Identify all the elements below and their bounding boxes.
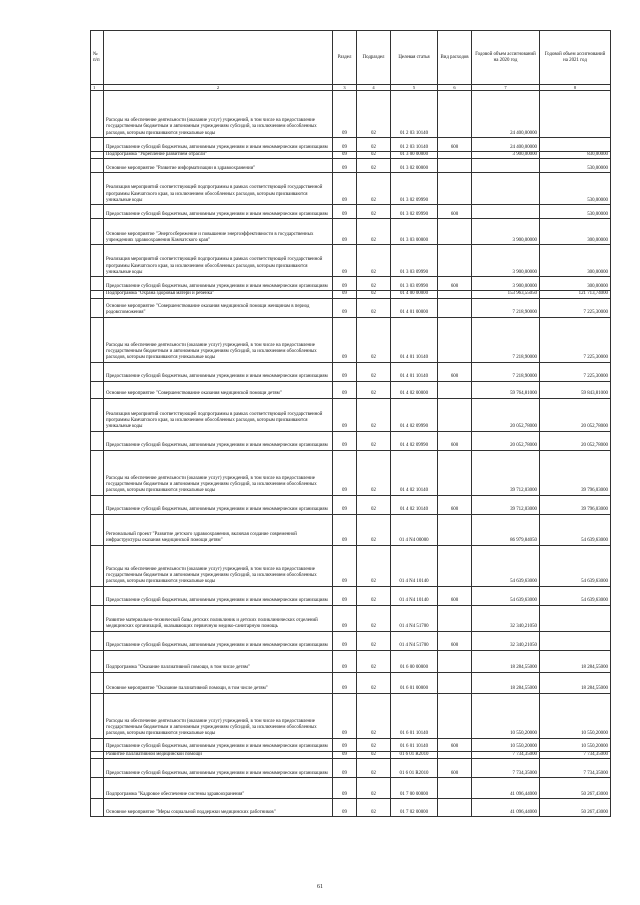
cell-amount-2020: 86 979,84050: [472, 514, 540, 545]
cell-razdel: 09: [333, 152, 357, 159]
cell-expense-type: [438, 650, 472, 672]
cell-podrazdel: 02: [357, 738, 391, 751]
cell-amount-2020: 41 096,44000: [472, 777, 540, 798]
cell-expense-type: [438, 450, 472, 495]
cell-name: Реализация мероприятий соответствующей подпрограммы в рамках соответствующей государственной программы Камчатского края, за исключением обособленных расходов, которым присваиваются уникальные коды: [104, 398, 333, 431]
cell-target-article: 01 3 02 09990: [391, 173, 438, 205]
column-number: 6: [438, 85, 472, 91]
table-row: [91, 317, 611, 362]
table-row: [91, 450, 611, 495]
cell-amount-2021: 530,00000: [540, 173, 611, 205]
cell-target-article: 01 4 N4 51700: [391, 605, 438, 631]
cell-target-article: 01 4 02 10140: [391, 495, 438, 514]
cell-expense-type: 600: [438, 205, 472, 219]
cell-amount-2021: 530,00000: [540, 159, 611, 173]
cell-name: Подпрограмма "Охрана здоровья матери и ребенка": [104, 291, 333, 298]
cell-name: Предоставление субсидий бюджетным, автономным учреждениям и иным некоммерческим организациям: [104, 138, 333, 152]
cell-target-article: 01 7 00 00000: [391, 777, 438, 798]
cell-amount-2021: 20 052,78000: [540, 398, 611, 431]
cell-name: Расходы на обеспечение деятельности (оказание услуг) учреждений, в том числе на предоставление государственным бюджетным и автономным учреждениям субсидий, за исключением обособленных расходов, которым присваиваются уникальные коды: [104, 545, 333, 586]
cell-razdel: 09: [333, 605, 357, 631]
cell-amount-2020: 7 218,90000: [472, 317, 540, 362]
cell-name: Основное мероприятие "Совершенствование оказания медицинской помощи детям": [104, 381, 333, 398]
header-cell-2020: Годовой объем ассигнований на 2020 год: [472, 31, 540, 85]
column-number: 4: [357, 85, 391, 91]
table-row: [91, 245, 611, 277]
cell-number: [91, 693, 104, 738]
cell-amount-2020: 18 284,55000: [472, 650, 540, 672]
cell-razdel: 09: [333, 431, 357, 450]
cell-razdel: 09: [333, 672, 357, 693]
cell-name: Предоставление субсидий бюджетным, автономным учреждениям и иным некоммерческим организациям: [104, 758, 333, 777]
cell-podrazdel: 02: [357, 291, 391, 298]
cell-amount-2020: 39 712,03000: [472, 450, 540, 495]
cell-number: [91, 381, 104, 398]
cell-expense-type: [438, 514, 472, 545]
cell-amount-2021: 54 639,63000: [540, 545, 611, 586]
cell-podrazdel: 02: [357, 650, 391, 672]
cell-number: [91, 545, 104, 586]
cell-podrazdel: 02: [357, 152, 391, 159]
cell-number: [91, 138, 104, 152]
cell-expense-type: [438, 605, 472, 631]
header-cell-number: № п/п: [91, 31, 104, 85]
cell-amount-2020: [472, 205, 540, 219]
table-row: [91, 159, 611, 173]
cell-razdel: 09: [333, 91, 357, 138]
cell-podrazdel: 02: [357, 159, 391, 173]
cell-expense-type: [438, 173, 472, 205]
cell-target-article: 01 4 01 10140: [391, 362, 438, 381]
table-row: [91, 277, 611, 291]
cell-name: Предоставление субсидий бюджетным, автономным учреждениям и иным некоммерческим организациям: [104, 205, 333, 219]
cell-amount-2021: 7 734,35000: [540, 751, 611, 758]
cell-podrazdel: 02: [357, 672, 391, 693]
cell-razdel: 09: [333, 138, 357, 152]
header-cell-expense-type: Вид расходов: [438, 31, 472, 85]
cell-expense-type: 600: [438, 495, 472, 514]
cell-target-article: 01 4 N4 00000: [391, 514, 438, 545]
cell-amount-2021: 18 284,55000: [540, 672, 611, 693]
cell-target-article: 01 3 02 09990: [391, 205, 438, 219]
cell-podrazdel: 02: [357, 245, 391, 277]
cell-amount-2021: 50 267,43000: [540, 798, 611, 816]
cell-expense-type: [438, 159, 472, 173]
header-cell-target-article: Целевая статья: [391, 31, 438, 85]
cell-amount-2020: 3 900,00000: [472, 219, 540, 245]
cell-number: [91, 277, 104, 291]
cell-expense-type: [438, 777, 472, 798]
table-row: [91, 398, 611, 431]
cell-expense-type: [438, 545, 472, 586]
cell-target-article: 01 4 00 00000: [391, 291, 438, 298]
cell-amount-2021: 50 267,43000: [540, 777, 611, 798]
cell-amount-2021: 54 639,63000: [540, 514, 611, 545]
cell-name: Подпрограмма "Оказание паллиативной помощи, в том числе детям": [104, 650, 333, 672]
header-cell-name: [104, 31, 333, 85]
table-row: [91, 152, 611, 159]
column-number: 1: [91, 85, 104, 91]
cell-amount-2020: 3 900,00000: [472, 245, 540, 277]
cell-target-article: 01 4 02 00000: [391, 381, 438, 398]
cell-target-article: 01 3 00 00000: [391, 152, 438, 159]
cell-amount-2020: 32 340,21050: [472, 605, 540, 631]
cell-podrazdel: 02: [357, 758, 391, 777]
cell-podrazdel: 02: [357, 138, 391, 152]
cell-name: Региональный проект "Развитие детского здравоохранения, включая создание современной инфраструктуры оказания медицинской помощи детям": [104, 514, 333, 545]
cell-expense-type: 600: [438, 277, 472, 291]
cell-target-article: 01 6 01 R2010: [391, 758, 438, 777]
cell-target-article: 01 6 01 00000: [391, 672, 438, 693]
cell-expense-type: 600: [438, 362, 472, 381]
cell-podrazdel: 02: [357, 777, 391, 798]
cell-name: Развитие материально-технической базы детских поликлиник и детских поликлинических отделений медицинских организаций, оказывающих первичную медико-санитарную помощь: [104, 605, 333, 631]
cell-amount-2021: 7 225,30000: [540, 298, 611, 317]
cell-razdel: 09: [333, 450, 357, 495]
cell-number: [91, 738, 104, 751]
cell-target-article: 01 4 N4 51700: [391, 631, 438, 650]
cell-podrazdel: 02: [357, 751, 391, 758]
page-number: 61: [317, 884, 323, 890]
cell-expense-type: 600: [438, 631, 472, 650]
cell-target-article: 01 2 03 10140: [391, 91, 438, 138]
cell-amount-2020: 59 764,81000: [472, 381, 540, 398]
cell-target-article: 01 3 03 09990: [391, 245, 438, 277]
cell-podrazdel: 02: [357, 298, 391, 317]
cell-razdel: 09: [333, 298, 357, 317]
cell-amount-2021: 7 225,30000: [540, 317, 611, 362]
cell-name: Предоставление субсидий бюджетным, автономным учреждениям и иным некоммерческим организациям: [104, 738, 333, 751]
cell-amount-2020: 54 639,63000: [472, 586, 540, 605]
cell-expense-type: [438, 91, 472, 138]
table-row: [91, 138, 611, 152]
cell-razdel: 09: [333, 205, 357, 219]
cell-target-article: 01 4 N4 10140: [391, 545, 438, 586]
cell-podrazdel: 02: [357, 91, 391, 138]
cell-podrazdel: 02: [357, 495, 391, 514]
cell-podrazdel: 02: [357, 545, 391, 586]
cell-razdel: 09: [333, 751, 357, 758]
cell-amount-2021: 10 550,20000: [540, 738, 611, 751]
column-number: 2: [104, 85, 333, 91]
cell-amount-2020: 18 284,55000: [472, 672, 540, 693]
cell-name: Основное мероприятие "Меры социальной поддержки медицинских работников": [104, 798, 333, 816]
cell-number: [91, 152, 104, 159]
table-row: [91, 631, 611, 650]
cell-amount-2021: 830,00000: [540, 152, 611, 159]
table-row: [91, 219, 611, 245]
table-row: [91, 586, 611, 605]
cell-number: [91, 159, 104, 173]
table-row: [91, 514, 611, 545]
cell-amount-2021: 300,00000: [540, 219, 611, 245]
cell-razdel: 09: [333, 586, 357, 605]
table-row: [91, 798, 611, 816]
cell-target-article: 01 6 01 10140: [391, 738, 438, 751]
cell-podrazdel: 02: [357, 362, 391, 381]
cell-podrazdel: 02: [357, 450, 391, 495]
table-row: [91, 431, 611, 450]
cell-target-article: 01 7 02 00000: [391, 798, 438, 816]
table-row: [91, 672, 611, 693]
cell-amount-2020: 39 712,03000: [472, 495, 540, 514]
cell-amount-2020: 41 096,44000: [472, 798, 540, 816]
cell-amount-2020: 7 218,90000: [472, 362, 540, 381]
cell-name: Развитие паллиативной медицинской помощи: [104, 751, 333, 758]
cell-amount-2021: [540, 631, 611, 650]
table-row: [91, 495, 611, 514]
cell-amount-2020: [472, 173, 540, 205]
cell-number: [91, 586, 104, 605]
header-cell-2021: Годовой объем ассигнований на 2021 год: [540, 31, 611, 85]
column-number: 8: [540, 85, 611, 91]
cell-razdel: 09: [333, 798, 357, 816]
cell-expense-type: [438, 291, 472, 298]
cell-target-article: 01 4 02 09990: [391, 431, 438, 450]
cell-target-article: 01 4 02 10140: [391, 450, 438, 495]
cell-target-article: 01 6 00 00000: [391, 650, 438, 672]
cell-target-article: 01 4 01 10140: [391, 317, 438, 362]
cell-target-article: 01 4 02 09990: [391, 398, 438, 431]
table-row: [91, 173, 611, 205]
cell-name: Расходы на обеспечение деятельности (оказание услуг) учреждений, в том числе на предоставление государственным бюджетным и автономным учреждениям субсидий, за исключением обособленных расходов, которым присваиваются уникальные коды: [104, 693, 333, 738]
table-row: [91, 605, 611, 631]
cell-expense-type: 600: [438, 138, 472, 152]
table-row: [91, 758, 611, 777]
header-cell-podrazdel: Подраздел: [357, 31, 391, 85]
cell-name: Основное мероприятие "Оказание паллиативной помощи, в том числе детям": [104, 672, 333, 693]
cell-podrazdel: 02: [357, 514, 391, 545]
cell-amount-2021: 39 796,03000: [540, 495, 611, 514]
cell-amount-2021: 59 843,81000: [540, 381, 611, 398]
cell-amount-2020: 10 550,20000: [472, 738, 540, 751]
header-cell-razdel: Раздел: [333, 31, 357, 85]
cell-name: Расходы на обеспечение деятельности (оказание услуг) учреждений, в том числе на предоставление государственным бюджетным и автономным учреждениям субсидий, за исключением обособленных расходов, которым присваиваются уникальные коды: [104, 450, 333, 495]
cell-amount-2020: 20 052,78000: [472, 431, 540, 450]
cell-expense-type: [438, 751, 472, 758]
cell-amount-2020: 10 550,20000: [472, 693, 540, 738]
cell-number: [91, 758, 104, 777]
cell-amount-2021: [540, 91, 611, 138]
cell-amount-2020: 20 052,78000: [472, 398, 540, 431]
cell-razdel: 09: [333, 693, 357, 738]
cell-number: [91, 398, 104, 431]
cell-expense-type: 600: [438, 758, 472, 777]
cell-podrazdel: 02: [357, 277, 391, 291]
cell-razdel: 09: [333, 758, 357, 777]
cell-razdel: 09: [333, 381, 357, 398]
cell-razdel: 09: [333, 631, 357, 650]
cell-razdel: 09: [333, 291, 357, 298]
table-row: [91, 381, 611, 398]
cell-name: Подпрограмма "Укрепление развитием отрасли": [104, 152, 333, 159]
cell-name: Реализация мероприятий соответствующей подпрограммы в рамках соответствующей государственной программы Камчатского края, за исключением обособленных расходов, которым присваиваются уникальные коды: [104, 173, 333, 205]
table-row: [91, 298, 611, 317]
cell-amount-2021: 18 284,55000: [540, 650, 611, 672]
header-row: [91, 31, 611, 85]
cell-podrazdel: 02: [357, 205, 391, 219]
cell-expense-type: [438, 381, 472, 398]
cell-name: Расходы на обеспечение деятельности (оказание услуг) учреждений, в том числе на предоставление государственным бюджетным и автономным учреждениям субсидий, за исключением обособленных расходов, которым присваиваются уникальные коды: [104, 317, 333, 362]
cell-number: [91, 450, 104, 495]
cell-razdel: 09: [333, 362, 357, 381]
cell-amount-2020: [472, 159, 540, 173]
table-row: [91, 545, 611, 586]
cell-podrazdel: 02: [357, 586, 391, 605]
cell-target-article: 01 2 03 10140: [391, 138, 438, 152]
table-row: [91, 91, 611, 138]
cell-name: Основное мероприятие "Энергосбережение и повышение энергоэффективности в государственных учреждениях здравоохранения Камчатского края": [104, 219, 333, 245]
cell-name: Реализация мероприятий соответствующей подпрограммы в рамках соответствующей государственной программы Камчатского края, за исключением обособленных расходов, которым присваиваются уникальные коды: [104, 245, 333, 277]
cell-number: [91, 605, 104, 631]
table-row: [91, 693, 611, 738]
cell-amount-2020: 3 900,00000: [472, 152, 540, 159]
cell-amount-2021: 300,00000: [540, 277, 611, 291]
cell-amount-2021: 54 639,63000: [540, 586, 611, 605]
cell-amount-2020: 24 400,00000: [472, 91, 540, 138]
cell-name: Основное мероприятие "Развитие информатизации в здравоохранении": [104, 159, 333, 173]
cell-number: [91, 751, 104, 758]
cell-razdel: 09: [333, 317, 357, 362]
cell-number: [91, 317, 104, 362]
cell-podrazdel: 02: [357, 381, 391, 398]
cell-name: Предоставление субсидий бюджетным, автономным учреждениям и иным некоммерческим организациям: [104, 631, 333, 650]
cell-expense-type: 600: [438, 431, 472, 450]
cell-number: [91, 672, 104, 693]
cell-razdel: 09: [333, 173, 357, 205]
cell-number: [91, 362, 104, 381]
cell-expense-type: [438, 398, 472, 431]
cell-amount-2021: 121 713,74000: [540, 291, 611, 298]
cell-name: Предоставление субсидий бюджетным, автономным учреждениям и иным некоммерческим организациям: [104, 431, 333, 450]
cell-target-article: 01 4 N4 10140: [391, 586, 438, 605]
cell-razdel: 09: [333, 495, 357, 514]
cell-razdel: 09: [333, 398, 357, 431]
cell-name: Подпрограмма "Кадровое обеспечение системы здравоохранения": [104, 777, 333, 798]
cell-amount-2020: 153 963,55050: [472, 291, 540, 298]
cell-target-article: 01 6 01 10140: [391, 693, 438, 738]
cell-razdel: 09: [333, 650, 357, 672]
cell-amount-2020: 7 734,35000: [472, 758, 540, 777]
cell-razdel: 09: [333, 777, 357, 798]
cell-amount-2021: 39 796,03000: [540, 450, 611, 495]
cell-amount-2021: 10 550,20000: [540, 693, 611, 738]
cell-podrazdel: 02: [357, 605, 391, 631]
cell-amount-2020: 3 900,00000: [472, 277, 540, 291]
cell-number: [91, 298, 104, 317]
cell-amount-2021: 7 734,35000: [540, 758, 611, 777]
cell-podrazdel: 02: [357, 317, 391, 362]
table-row: [91, 205, 611, 219]
cell-podrazdel: 02: [357, 173, 391, 205]
cell-number: [91, 798, 104, 816]
cell-expense-type: 600: [438, 586, 472, 605]
cell-razdel: 09: [333, 514, 357, 545]
cell-expense-type: [438, 672, 472, 693]
cell-number: [91, 631, 104, 650]
cell-podrazdel: 02: [357, 693, 391, 738]
cell-number: [91, 291, 104, 298]
cell-amount-2021: 7 225,30000: [540, 362, 611, 381]
table-row: [91, 751, 611, 758]
cell-amount-2021: [540, 605, 611, 631]
cell-number: [91, 777, 104, 798]
cell-podrazdel: 02: [357, 798, 391, 816]
cell-amount-2021: 20 052,78000: [540, 431, 611, 450]
cell-amount-2020: 54 639,63000: [472, 545, 540, 586]
table-row: [91, 362, 611, 381]
cell-name: Предоставление субсидий бюджетным, автономным учреждениям и иным некоммерческим организациям: [104, 495, 333, 514]
cell-target-article: 01 3 02 00000: [391, 159, 438, 173]
cell-expense-type: 600: [438, 738, 472, 751]
cell-expense-type: [438, 152, 472, 159]
cell-expense-type: [438, 798, 472, 816]
table-row: [91, 738, 611, 751]
cell-name: Расходы на обеспечение деятельности (оказание услуг) учреждений, в том числе на предоставление государственным бюджетным и автономным учреждениям субсидий, за исключением обособленных расходов, которым присваиваются уникальные коды: [104, 91, 333, 138]
cell-number: [91, 173, 104, 205]
column-number: 7: [472, 85, 540, 91]
cell-razdel: 09: [333, 545, 357, 586]
cell-razdel: 09: [333, 738, 357, 751]
cell-number: [91, 495, 104, 514]
cell-target-article: 01 4 01 00000: [391, 298, 438, 317]
cell-amount-2020: 7 734,35000: [472, 751, 540, 758]
cell-number: [91, 219, 104, 245]
cell-amount-2021: 530,00000: [540, 205, 611, 219]
cell-number: [91, 650, 104, 672]
cell-target-article: 01 3 03 00000: [391, 219, 438, 245]
cell-podrazdel: 02: [357, 398, 391, 431]
cell-amount-2020: 32 340,21050: [472, 631, 540, 650]
column-number: 5: [391, 85, 438, 91]
cell-amount-2021: 300,00000: [540, 245, 611, 277]
cell-razdel: 09: [333, 159, 357, 173]
cell-razdel: 09: [333, 277, 357, 291]
cell-name: Предоставление субсидий бюджетным, автономным учреждениям и иным некоммерческим организациям: [104, 362, 333, 381]
cell-podrazdel: 02: [357, 431, 391, 450]
cell-expense-type: [438, 693, 472, 738]
budget-table: [90, 30, 611, 817]
cell-amount-2020: 24 400,00000: [472, 138, 540, 152]
table-row: [91, 650, 611, 672]
cell-number: [91, 245, 104, 277]
cell-podrazdel: 02: [357, 631, 391, 650]
cell-number: [91, 514, 104, 545]
cell-amount-2020: 7 218,90000: [472, 298, 540, 317]
cell-expense-type: [438, 298, 472, 317]
cell-name: Основное мероприятие "Совершенствование оказания медицинской помощи женщинам в период родовспоможения": [104, 298, 333, 317]
cell-expense-type: [438, 219, 472, 245]
cell-target-article: 01 3 03 09990: [391, 277, 438, 291]
cell-number: [91, 91, 104, 138]
cell-name: Предоставление субсидий бюджетным, автономным учреждениям и иным некоммерческим организациям: [104, 277, 333, 291]
table-row: [91, 291, 611, 298]
cell-name: Предоставление субсидий бюджетным, автономным учреждениям и иным некоммерческим организациям: [104, 586, 333, 605]
cell-expense-type: [438, 245, 472, 277]
cell-amount-2021: [540, 138, 611, 152]
cell-target-article: 01 6 01 R2010: [391, 751, 438, 758]
cell-number: [91, 431, 104, 450]
cell-razdel: 09: [333, 245, 357, 277]
column-number: 3: [333, 85, 357, 91]
cell-expense-type: [438, 317, 472, 362]
cell-razdel: 09: [333, 219, 357, 245]
cell-podrazdel: 02: [357, 219, 391, 245]
cell-number: [91, 205, 104, 219]
table-row: [91, 777, 611, 798]
